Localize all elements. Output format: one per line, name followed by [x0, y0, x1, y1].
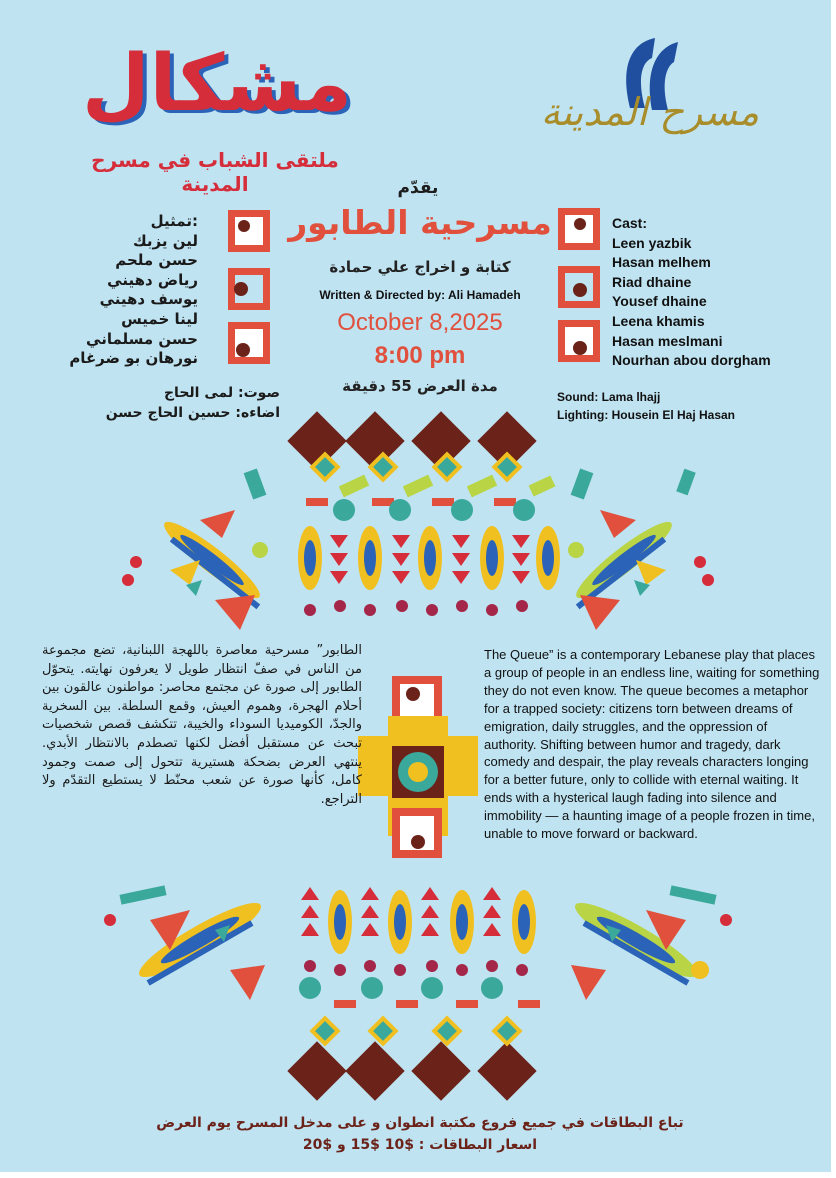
presents-label: يقدّم — [397, 178, 439, 198]
crew-english-sound: Sound: Lama lhajj — [557, 390, 661, 404]
tickets-info — [150, 1112, 690, 1156]
square-motif-icon — [228, 208, 600, 364]
cast-english-member: Leen yazbik — [612, 234, 692, 251]
cast-english-member: Hasan meslmani — [612, 332, 723, 349]
cast-english-member: Riad dhaine — [612, 273, 692, 290]
play-title: مسرحية الطابور — [288, 203, 552, 242]
cast-arabic — [40, 212, 198, 369]
cast-english-member: Nourhan abou dorgham — [612, 352, 771, 369]
credit-english: Written & Directed by: Ali Hamadeh — [319, 288, 521, 302]
festival-logo-title: مشكال — [82, 39, 352, 129]
cast-arabic-heading: :تمثيل — [150, 212, 198, 230]
cast-arabic-member: نورهان بو ضرغام — [69, 349, 198, 368]
cast-arabic-member: حسن ملحم — [115, 251, 198, 270]
cast-english — [612, 214, 822, 371]
crew-english-lighting: Lighting: Housein El Haj Hasan — [557, 408, 736, 422]
description-english: The Queue” is a contemporary Lebanese play that places a group of people in an endless line, waiting for something they do not even know. The queue becomes a metaphor for a trapped society: citizens torn between dreams of emigration, daily struggles, and the oppression of authority. Shifting between humor and tragedy, dark comedy and despair, the play reveals characters longing for a better future, only to collide with eternal waiting. It ends with a hysterical laugh fading into silence and immobility — a haunting image of a people frozen in time, unable to move forward or backward. — [484, 647, 820, 842]
cast-arabic-member: يوسف دهيني — [99, 290, 198, 309]
top-geometric-pattern — [0, 410, 831, 640]
cast-english-member: Hasan melhem — [612, 254, 711, 271]
show-time: 8:00 pm — [374, 342, 466, 369]
tickets-prices: اسعار البطاقات : $10 $15 و $20 — [302, 1137, 538, 1153]
tickets-sale-points: تباع البطاقات في جميع فروع مكتبة انطوان و على مدخل المسرح يوم العرض — [156, 1115, 684, 1131]
theatre-logo-text: مسرح المدينة — [540, 90, 760, 134]
show-date: October 8,2025 — [337, 309, 503, 336]
description-arabic: الطابور” مسرحية معاصرة باللهجة اللبنانية، تضع مجموعة من الناس في صفّ انتظار طويل لا يعرفون نهايته. يتحوّل الطابور إلى صورة عن مجتمع محاصر: مواطنون عالقون بين أحلام الهجرة، وهموم العيش، وقمع السلطة. بين السخرية والجدّ، الكوميديا السوداء والخيبة، تتكشف قصص شخصيات تبحث عن مستقبل أفضل لكنها تصطدم بالانتظار الأبدي. ينتهي العرض بضحكة هستيرية تتحول إلى صمت وجمود كامل، كأنها صورة عن شعب محنّط لا يستطيع التقدّم ولا التراجع. — [42, 643, 362, 807]
crew-arabic-sound: صوت: لمى الحاج — [163, 385, 280, 401]
festival-subtitle: ملتقى الشباب في مسرح المدينة — [91, 148, 339, 196]
cast-english-member: Leena khamis — [612, 312, 705, 329]
cast-arabic-member: لينا خميس — [121, 309, 198, 328]
center-motif — [358, 676, 478, 876]
cast-arabic-member: لين يزبك — [132, 231, 198, 250]
bottom-geometric-pattern — [0, 870, 831, 1100]
crew-arabic-lighting: اضاءه: حسين الحاج حسن — [105, 405, 280, 421]
cast-arabic-member: رياض دهيني — [107, 270, 198, 289]
credit-arabic: كتابة و اخراج علي حمادة — [329, 258, 511, 276]
cast-english-member: Yousef dhaine — [612, 293, 707, 310]
cast-english-heading: Cast: — [612, 215, 648, 231]
cast-arabic-member: حسن مسلماني — [86, 329, 198, 348]
show-duration: مدة العرض 55 دقيقة — [342, 377, 498, 395]
